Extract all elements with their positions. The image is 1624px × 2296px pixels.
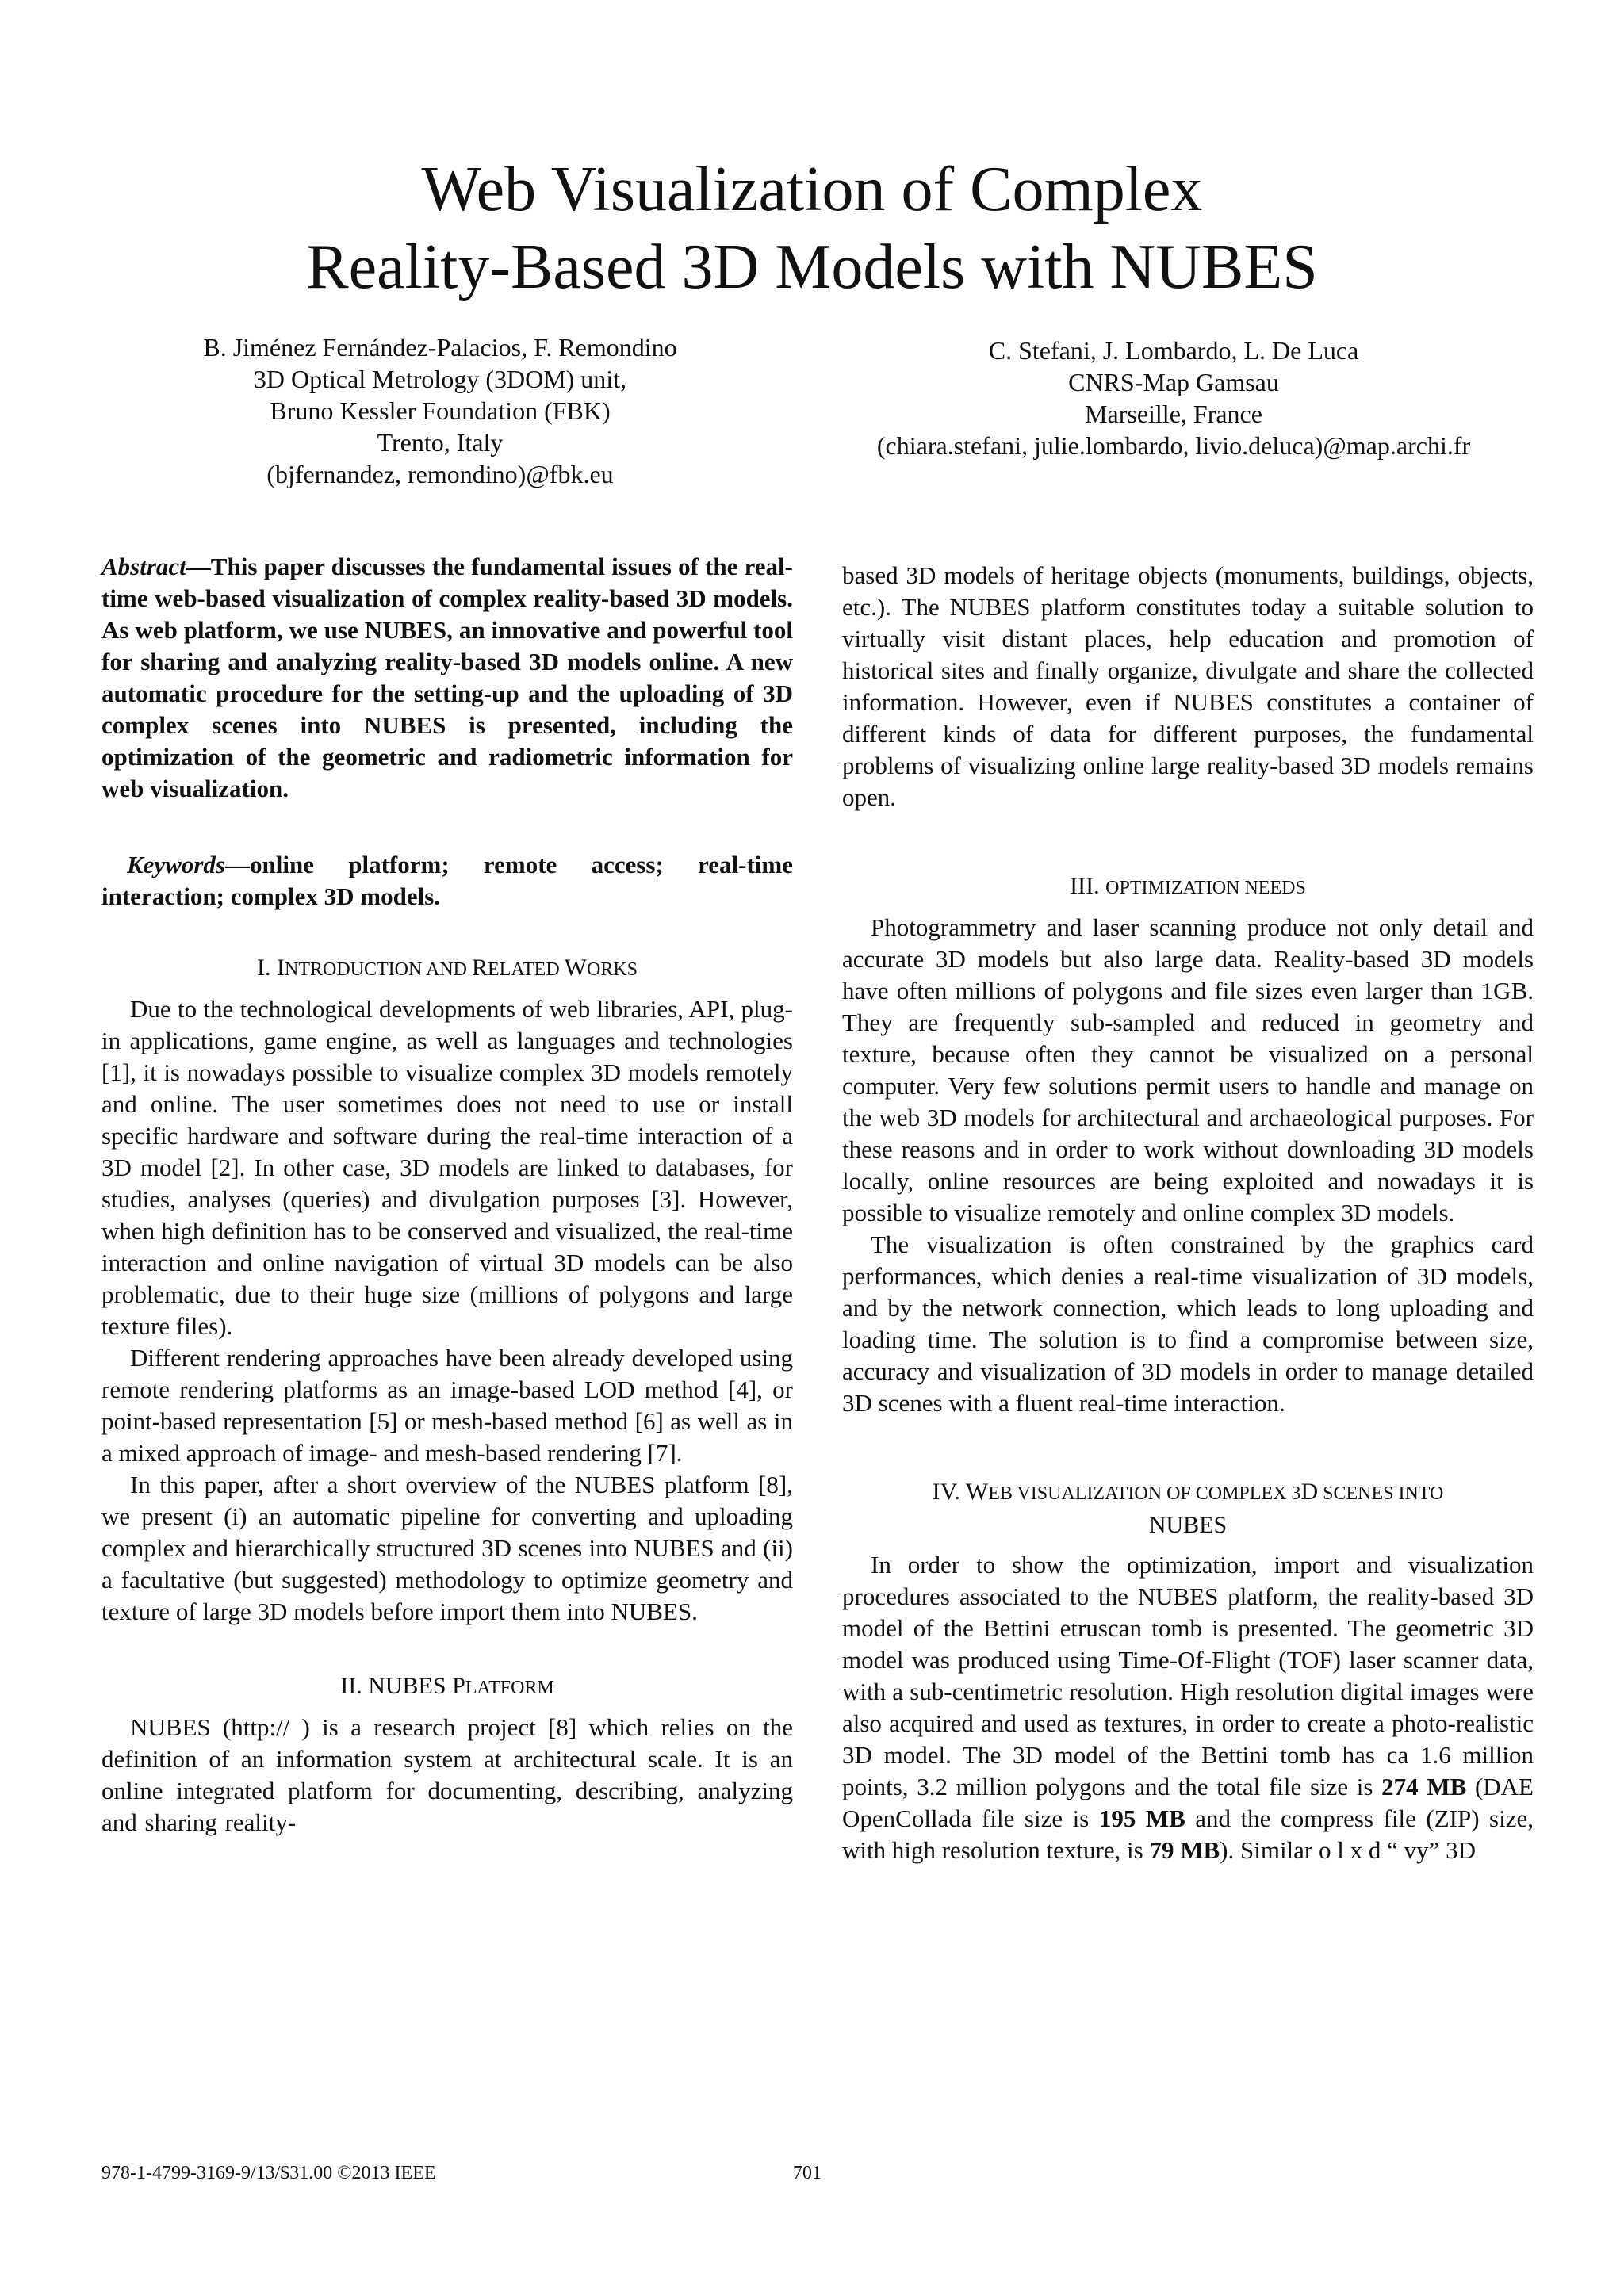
- abstract-lead: Abstract: [102, 553, 186, 580]
- author-city: Trento, Italy: [377, 428, 504, 457]
- section-heading-web-visualization: IV. WEB VISUALIZATION OF COMPLEX 3D SCENES INTO NUBES: [932, 1479, 1444, 1538]
- author-names: C. Stefani, J. Lombardo, L. De Luca: [988, 336, 1359, 365]
- title-line-1: Web Visualization of Complex: [421, 155, 1203, 224]
- paragraph: NUBES (http:// ) is a research project [8] which relies on the definition of an information system at architectural scale. It is an online integrated platform for documenting, describing, analyzing and sharing reality-: [102, 1713, 793, 1836]
- copyright-footer: 978-1-4799-3169-9/13/$31.00 ©2013 IEEE: [102, 2163, 436, 2183]
- paper-title: [0, 151, 1624, 306]
- paragraph: In order to show the optimization, import and visualization procedures associated to the NUBES platform, the reality-based 3D model of the Bettini etruscan tomb is presented. The geometric 3D model was produced using Time-Of-Flight (TOF) laser scanner data, with a sub-centimetric resolution. High resolution digital images were also acquired and used as textures, in order to create a photo-realistic 3D model. The 3D model of the Bettini tomb has ca 1.6 million points, 3.2 million polygons and the total file size is 274 MB (DAE OpenCollada file size is 195 MB and the compress file (ZIP) size, with high resolution texture, is 79 MB). Similar o l x d “ vy” 3D: [842, 1551, 1534, 1864]
- abstract: [102, 551, 793, 805]
- author-organization: Bruno Kessler Foundation (FBK): [270, 396, 611, 425]
- paragraph: Different rendering approaches have been already developed using remote rendering platforms as an image-based LOD method [4], or point-based representation [5] or mesh-based method [6] as well as in a mixed approach of image- and mesh-based rendering [7].: [102, 1344, 793, 1467]
- abstract-text: —This paper discusses the fundamental issues of the real-time web-based visualization of complex reality-based 3D models. As web platform, we use NUBES, an innovative and powerful tool for sharing and analyzing reality-based 3D models online. A new automatic procedure for the setting-up and the uploading of 3D complex scenes into NUBES is presented, including the optimization of the geometric and radiometric information for web visualization.: [102, 553, 793, 802]
- paragraph-continued: based 3D models of heritage objects (monuments, buildings, objects, etc.). The NUBES platform constitutes today a suitable solution to virtually visit distant places, help education and promotion of historical sites and finally organize, divulgate and share the collected information. However, even if NUBES constitutes a container of different kinds of data for different purposes, the fundamental problems of visualizing online large reality-based 3D models remains open.: [842, 561, 1534, 811]
- paragraph: Due to the technological developments of web libraries, API, plug-in applications, game engine, as well as languages and technologies [1], it is nowadays possible to visualize complex 3D models remotely and online. The user sometimes does not need to use or install specific hardware and software during the real-time interaction of a 3D model [2]. In other case, 3D models are linked to databases, for studies, analyses (queries) and divulgation purposes [3]. However, when high definition has to be conserved and visualized, the real-time interaction and online navigation of virtual 3D models can be also problematic, due to their huge size (millions of polygons and large texture files).: [102, 995, 793, 1340]
- paragraph: Photogrammetry and laser scanning produce not only detail and accurate 3D models but also large data. Reality-based 3D models have often millions of polygons and file sizes even larger than 1GB. They are frequently sub-sampled and reduced in geometry and texture, because often they cannot be visualized on a personal computer. Very few solutions permit users to handle and manage on the web 3D models for architectural and archaeological purposes. For these reasons and in order to work without downloading 3D models locally, online resources are being exploited and nowadays it is possible to visualize remotely and online complex 3D models.: [842, 913, 1534, 1226]
- author-organization: CNRS-Map Gamsau: [1068, 368, 1279, 396]
- author-email: (bjfernandez, remondino)@fbk.eu: [266, 460, 614, 488]
- section-heading-introduction: I. INTRODUCTION AND RELATED WORKS: [256, 955, 638, 981]
- author-block-left: [155, 331, 726, 490]
- keywords-text: —online platform; remote access; real-time interaction; complex 3D models.: [102, 851, 793, 910]
- author-names: B. Jiménez Fernández-Palacios, F. Remondino: [203, 333, 677, 362]
- paragraph: The visualization is often constrained by the graphics card performances, which denies a real-time visualization of 3D models, and by the network connection, which leads to long uploading and loading time. The solution is to find a compromise between size, accuracy and visualization of 3D models in order to manage detailed 3D scenes with a fluent real-time interaction.: [842, 1230, 1534, 1417]
- title-line-2: Reality-Based 3D Models with NUBES: [306, 232, 1318, 302]
- author-city: Marseille, France: [1085, 400, 1262, 428]
- author-email: (chiara.stefani, julie.lombardo, livio.deluca)@map.archi.fr: [876, 431, 1471, 460]
- page-number: 701: [793, 2163, 822, 2183]
- paragraph: In this paper, after a short overview of the NUBES platform [8], we present (i) an automatic pipeline for converting and uploading complex and hierarchically structured 3D scenes into NUBES and (ii) a facultative (but suggested) methodology to optimize geometry and texture of large 3D models before import them into NUBES.: [102, 1471, 793, 1625]
- keywords-lead: Keywords: [127, 851, 225, 878]
- author-block-right: [825, 335, 1522, 461]
- section-heading-nubes-platform: II. NUBES PLATFORM: [340, 1673, 554, 1699]
- author-unit: 3D Optical Metrology (3DOM) unit,: [253, 365, 627, 393]
- left-column: [102, 551, 793, 1839]
- section-heading-optimization-needs: III. OPTIMIZATION NEEDS: [1070, 873, 1306, 899]
- right-column: [842, 560, 1534, 1866]
- keywords: [102, 849, 793, 913]
